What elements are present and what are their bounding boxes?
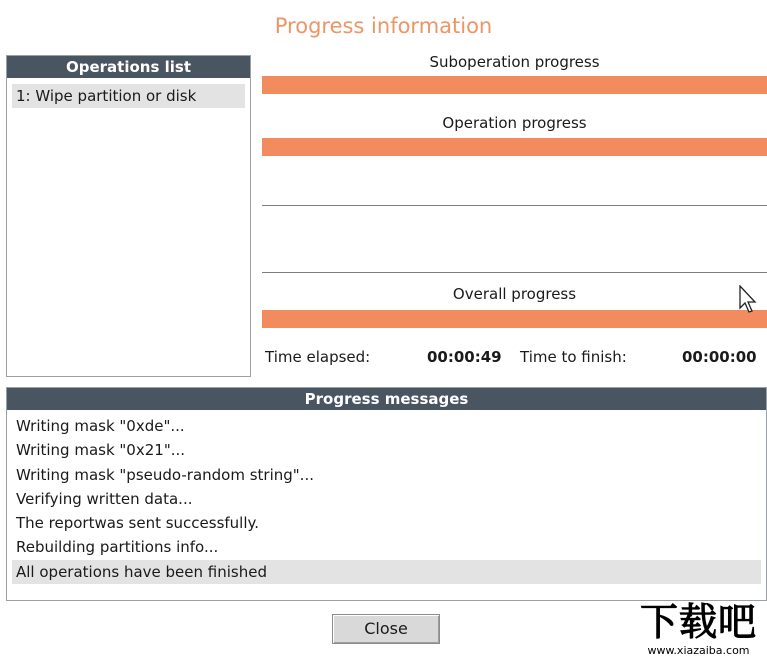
operation-progress-bar	[262, 138, 767, 156]
operations-header: Operations list	[7, 56, 250, 78]
message-item: Rebuilding partitions info...	[16, 538, 219, 557]
operation-item[interactable]: 1: Wipe partition or disk	[12, 84, 245, 108]
messages-header: Progress messages	[7, 388, 766, 410]
mouse-cursor-icon	[739, 285, 759, 315]
progress-area	[262, 48, 767, 378]
operations-panel	[6, 55, 251, 377]
messages-list	[12, 414, 761, 584]
message-item-selected: All operations have been finished	[12, 560, 761, 584]
message-item: Writing mask "0x21"...	[16, 441, 186, 460]
message-item: Verifying written data...	[16, 489, 193, 508]
time-elapsed-label: Time elapsed:	[265, 348, 371, 366]
time-elapsed-value: 00:00:49	[427, 348, 502, 366]
suboperation-progress-fill	[262, 76, 767, 94]
overall-progress-bar	[262, 310, 767, 328]
watermark-text: 下载吧	[639, 600, 757, 644]
messages-panel	[6, 387, 767, 601]
time-to-finish-value: 00:00:00	[682, 348, 757, 366]
time-to-finish-label: Time to finish:	[520, 348, 627, 366]
suboperation-progress-bar	[262, 76, 767, 94]
overall-progress-fill	[262, 310, 767, 328]
divider-line	[262, 272, 767, 273]
message-item: The reportwas sent successfully.	[16, 514, 260, 533]
operation-progress-fill	[262, 138, 767, 156]
watermark-url: www.xiazaiba.com	[647, 644, 750, 657]
divider-line	[262, 205, 767, 206]
suboperation-progress-label: Suboperation progress	[429, 53, 600, 71]
watermark-logo	[630, 600, 767, 658]
dialog-title: Progress information	[274, 14, 493, 38]
operation-progress-label: Operation progress	[442, 114, 587, 132]
overall-progress-label: Overall progress	[452, 285, 577, 303]
message-item: Writing mask "pseudo-random string"...	[16, 465, 314, 484]
close-button[interactable]: Close	[332, 614, 440, 644]
message-item: Writing mask "0xde"...	[16, 417, 185, 435]
